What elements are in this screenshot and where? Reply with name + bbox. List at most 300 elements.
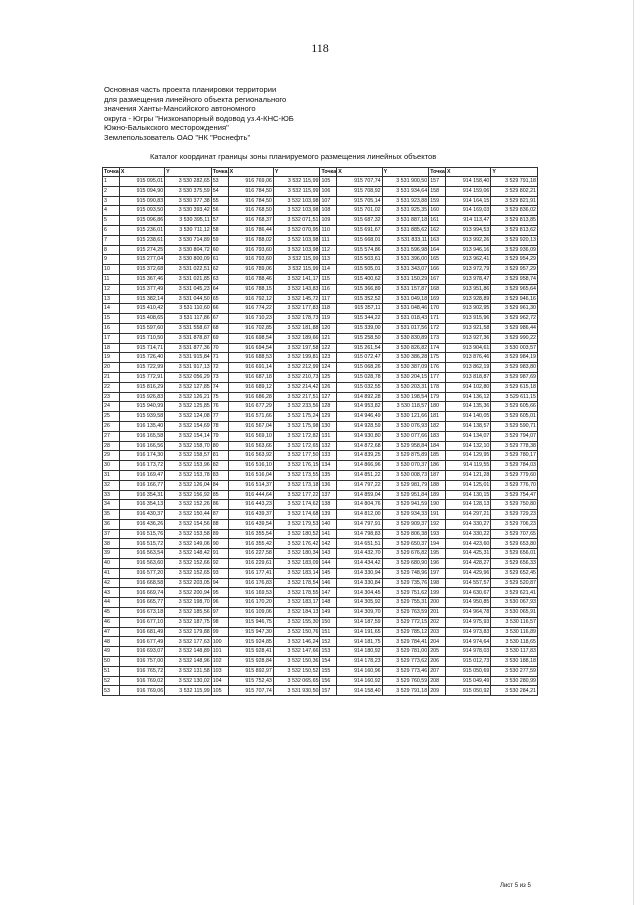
x-coordinate-cell: 916 784,50 [228, 186, 273, 196]
x-coordinate-cell: 916 443,23 [228, 500, 273, 510]
point-number-cell: 200 [429, 598, 446, 608]
column-header: Y [273, 168, 320, 177]
y-coordinate-cell: 3 529 791,18 [491, 177, 538, 187]
point-number-cell: 189 [429, 490, 446, 500]
y-coordinate-cell: 3 529 772,15 [382, 617, 429, 627]
y-coordinate-cell: 3 532 149,06 [165, 539, 212, 549]
y-coordinate-cell: 3 532 071,51 [273, 216, 320, 226]
x-coordinate-cell: 914 330,27 [446, 519, 491, 529]
x-coordinate-cell: 915 710,50 [119, 333, 164, 343]
point-number-cell: 1 [103, 177, 120, 187]
y-coordinate-cell: 3 532 147,66 [273, 647, 320, 657]
x-coordinate-cell: 914 892,28 [337, 392, 382, 402]
y-coordinate-cell: 3 531 878,87 [165, 333, 212, 343]
y-coordinate-cell: 3 531 110,60 [165, 304, 212, 314]
x-coordinate-cell: 915 668,01 [337, 235, 382, 245]
point-number-cell: 79 [211, 431, 228, 441]
x-coordinate-cell: 916 355,42 [228, 539, 273, 549]
y-coordinate-cell: 3 530 065,91 [491, 608, 538, 618]
x-coordinate-cell: 916 165,58 [119, 431, 164, 441]
point-number-cell: 140 [320, 519, 337, 529]
x-coordinate-cell: 916 176,83 [228, 578, 273, 588]
point-number-cell: 91 [211, 549, 228, 559]
y-coordinate-cell: 3 531 558,67 [165, 323, 212, 333]
point-number-cell: 207 [429, 666, 446, 676]
point-number-cell: 7 [103, 235, 120, 245]
y-coordinate-cell: 3 532 173,18 [273, 480, 320, 490]
x-coordinate-cell: 915 352,52 [337, 294, 382, 304]
y-coordinate-cell: 3 529 934,33 [382, 510, 429, 520]
y-coordinate-cell: 3 529 983,80 [491, 363, 538, 373]
y-coordinate-cell: 3 529 962,72 [491, 314, 538, 324]
y-coordinate-cell: 3 529 656,01 [491, 549, 538, 559]
y-coordinate-cell: 3 530 804,72 [165, 245, 212, 255]
x-coordinate-cell: 915 096,86 [119, 216, 164, 226]
x-coordinate-cell: 916 769,06 [228, 177, 273, 187]
x-coordinate-cell: 915 752,43 [228, 676, 273, 686]
x-coordinate-cell: 915 687,32 [337, 216, 382, 226]
x-coordinate-cell: 915 772,91 [119, 372, 164, 382]
table-row [103, 519, 538, 529]
y-coordinate-cell: 3 530 118,65 [491, 637, 538, 647]
x-coordinate-cell: 916 516,04 [228, 470, 273, 480]
point-number-cell: 8 [103, 245, 120, 255]
point-number-cell: 158 [429, 186, 446, 196]
x-coordinate-cell: 914 187,59 [337, 617, 382, 627]
x-coordinate-cell: 916 788,46 [228, 274, 273, 284]
x-coordinate-cell: 915 928,41 [228, 647, 273, 657]
x-coordinate-cell: 914 164,15 [446, 196, 491, 206]
x-coordinate-cell: 916 355,54 [228, 529, 273, 539]
y-coordinate-cell: 3 532 145,72 [273, 294, 320, 304]
y-coordinate-cell: 3 532 184,13 [273, 608, 320, 618]
table-row [103, 559, 538, 569]
y-coordinate-cell: 3 532 152,26 [165, 500, 212, 510]
point-number-cell: 202 [429, 617, 446, 627]
x-coordinate-cell: 914 797,22 [337, 480, 382, 490]
y-coordinate-cell: 3 529 652,45 [491, 568, 538, 578]
x-coordinate-cell: 915 503,61 [337, 255, 382, 265]
point-number-cell: 181 [429, 412, 446, 422]
x-coordinate-cell: 916 354,13 [119, 500, 164, 510]
y-coordinate-cell: 3 532 200,94 [165, 588, 212, 598]
x-coordinate-cell: 916 677,10 [119, 617, 164, 627]
table-row [103, 637, 538, 647]
y-coordinate-cell: 3 529 813,85 [491, 216, 538, 226]
x-coordinate-cell: 916 166,77 [119, 480, 164, 490]
point-number-cell: 50 [103, 657, 120, 667]
table-row [103, 480, 538, 490]
table-row [103, 470, 538, 480]
x-coordinate-cell: 914 946,49 [337, 412, 382, 422]
y-coordinate-cell: 3 529 656,33 [491, 559, 538, 569]
x-coordinate-cell: 913 915,96 [446, 314, 491, 324]
x-coordinate-cell: 916 769,06 [119, 686, 164, 696]
y-coordinate-cell: 3 529 791,18 [382, 686, 429, 696]
y-coordinate-cell: 3 529 958,74 [491, 274, 538, 284]
table-row [103, 196, 538, 206]
point-number-cell: 71 [211, 353, 228, 363]
y-coordinate-cell: 3 529 779,60 [491, 470, 538, 480]
x-coordinate-cell: 913 962,41 [446, 255, 491, 265]
point-number-cell: 149 [320, 608, 337, 618]
x-coordinate-cell: 915 726,40 [119, 353, 164, 363]
point-number-cell: 54 [211, 186, 228, 196]
x-coordinate-cell: 913 978,47 [446, 274, 491, 284]
x-coordinate-cell: 915 926,83 [119, 392, 164, 402]
x-coordinate-cell: 916 515,72 [119, 539, 164, 549]
y-coordinate-cell: 3 532 214,42 [273, 382, 320, 392]
point-number-cell: 41 [103, 568, 120, 578]
y-coordinate-cell: 3 530 203,31 [382, 382, 429, 392]
y-coordinate-cell: 3 530 121,66 [382, 412, 429, 422]
x-coordinate-cell: 914 928,59 [337, 421, 382, 431]
point-number-cell: 191 [429, 510, 446, 520]
x-coordinate-cell: 915 068,26 [337, 363, 382, 373]
x-coordinate-cell: 914 158,40 [446, 177, 491, 187]
point-number-cell: 128 [320, 402, 337, 412]
point-number-cell: 155 [320, 666, 337, 676]
point-number-cell: 170 [429, 304, 446, 314]
y-coordinate-cell: 3 532 124,08 [165, 412, 212, 422]
x-coordinate-cell: 915 707,74 [337, 177, 382, 187]
x-coordinate-cell: 914 135,36 [446, 402, 491, 412]
x-coordinate-cell: 916 689,12 [228, 382, 273, 392]
x-coordinate-cell: 913 862,19 [446, 363, 491, 373]
y-coordinate-cell: 3 532 175,98 [273, 421, 320, 431]
x-coordinate-cell: 914 330,84 [337, 578, 382, 588]
x-coordinate-cell: 915 012,73 [446, 657, 491, 667]
y-coordinate-cell: 3 532 148,96 [165, 657, 212, 667]
point-number-cell: 153 [320, 647, 337, 657]
table-row [103, 372, 538, 382]
x-coordinate-cell: 914 305,92 [337, 598, 382, 608]
y-coordinate-cell: 3 532 070,95 [273, 225, 320, 235]
x-coordinate-cell: 914 425,31 [446, 549, 491, 559]
point-number-cell: 121 [320, 333, 337, 343]
point-number-cell: 82 [211, 461, 228, 471]
y-coordinate-cell: 3 531 930,50 [273, 686, 320, 696]
table-row [103, 421, 538, 431]
column-header: Y [382, 168, 429, 177]
point-number-cell: 130 [320, 421, 337, 431]
column-header: X [119, 168, 164, 177]
x-coordinate-cell: 914 138,57 [446, 421, 491, 431]
y-coordinate-cell: 3 529 954,29 [491, 255, 538, 265]
y-coordinate-cell: 3 532 210,73 [273, 372, 320, 382]
point-number-cell: 146 [320, 578, 337, 588]
sheet-footer: Лист 5 из 5 [500, 883, 531, 889]
point-number-cell: 58 [211, 225, 228, 235]
x-coordinate-cell: 913 927,36 [446, 333, 491, 343]
point-number-cell: 74 [211, 382, 228, 392]
y-coordinate-cell: 3 529 590,71 [491, 421, 538, 431]
x-coordinate-cell: 916 569,10 [228, 431, 273, 441]
x-coordinate-cell: 915 722,99 [119, 363, 164, 373]
y-coordinate-cell: 3 532 146,24 [273, 637, 320, 647]
point-number-cell: 73 [211, 372, 228, 382]
point-number-cell: 60 [211, 245, 228, 255]
y-coordinate-cell: 3 529 748,96 [382, 568, 429, 578]
x-coordinate-cell: 915 705,14 [337, 196, 382, 206]
point-number-cell: 93 [211, 568, 228, 578]
x-coordinate-cell: 916 665,77 [119, 598, 164, 608]
point-number-cell: 80 [211, 441, 228, 451]
point-number-cell: 87 [211, 510, 228, 520]
y-coordinate-cell: 3 532 103,98 [273, 206, 320, 216]
x-coordinate-cell: 916 169,53 [228, 588, 273, 598]
x-coordinate-cell: 915 939,58 [119, 412, 164, 422]
x-coordinate-cell: 914 159,06 [446, 186, 491, 196]
table-row [103, 304, 538, 314]
point-number-cell: 24 [103, 402, 120, 412]
table-row [103, 382, 538, 392]
y-coordinate-cell: 3 531 017,56 [382, 323, 429, 333]
point-number-cell: 67 [211, 314, 228, 324]
y-coordinate-cell: 3 532 172,65 [273, 441, 320, 451]
y-coordinate-cell: 3 530 277,59 [491, 666, 538, 676]
x-coordinate-cell: 915 258,50 [337, 333, 382, 343]
point-number-cell: 6 [103, 225, 120, 235]
point-number-cell: 204 [429, 637, 446, 647]
y-coordinate-cell: 3 532 126,04 [165, 480, 212, 490]
table-row [103, 676, 538, 686]
y-coordinate-cell: 3 532 148,89 [165, 647, 212, 657]
x-coordinate-cell: 914 953,82 [337, 402, 382, 412]
table-row [103, 412, 538, 422]
table-row [103, 333, 538, 343]
x-coordinate-cell: 915 947,30 [228, 627, 273, 637]
x-coordinate-cell: 916 757,00 [119, 657, 164, 667]
x-coordinate-cell: 914 102,80 [446, 382, 491, 392]
x-coordinate-cell: 915 408,65 [119, 314, 164, 324]
x-coordinate-cell: 914 950,85 [446, 598, 491, 608]
y-coordinate-cell: 3 531 900,50 [382, 177, 429, 187]
point-number-cell: 198 [429, 578, 446, 588]
point-number-cell: 103 [211, 666, 228, 676]
coordinates-table [102, 167, 538, 696]
point-number-cell: 15 [103, 314, 120, 324]
x-coordinate-cell: 914 973,83 [446, 627, 491, 637]
y-coordinate-cell: 3 531 022,51 [165, 265, 212, 275]
point-number-cell: 28 [103, 441, 120, 451]
table-row [103, 539, 538, 549]
x-coordinate-cell: 914 309,70 [337, 608, 382, 618]
point-number-cell: 16 [103, 323, 120, 333]
point-number-cell: 105 [320, 177, 337, 187]
x-coordinate-cell: 914 125,01 [446, 480, 491, 490]
y-coordinate-cell: 3 532 115,99 [273, 177, 320, 187]
y-coordinate-cell: 3 529 784,41 [382, 637, 429, 647]
point-number-cell: 163 [429, 235, 446, 245]
point-number-cell: 17 [103, 333, 120, 343]
point-number-cell: 186 [429, 461, 446, 471]
x-coordinate-cell: 916 439,37 [228, 510, 273, 520]
x-coordinate-cell: 915 924,85 [228, 637, 273, 647]
coordinates-table-container [102, 167, 538, 696]
y-coordinate-cell: 3 531 157,87 [382, 284, 429, 294]
x-coordinate-cell: 916 698,54 [228, 333, 273, 343]
point-number-cell: 112 [320, 245, 337, 255]
y-coordinate-cell: 3 532 150,52 [273, 666, 320, 676]
table-row [103, 284, 538, 294]
x-coordinate-cell: 916 673,18 [119, 608, 164, 618]
x-coordinate-cell: 916 687,18 [228, 372, 273, 382]
x-coordinate-cell: 915 708,92 [337, 186, 382, 196]
y-coordinate-cell: 3 532 178,73 [273, 314, 320, 324]
x-coordinate-cell: 915 032,55 [337, 382, 382, 392]
y-coordinate-cell: 3 531 885,62 [382, 225, 429, 235]
point-number-cell: 78 [211, 421, 228, 431]
point-number-cell: 3 [103, 196, 120, 206]
y-coordinate-cell: 3 532 154,56 [165, 519, 212, 529]
y-coordinate-cell: 3 532 141,17 [273, 274, 320, 284]
y-coordinate-cell: 3 529 813,62 [491, 225, 538, 235]
y-coordinate-cell: 3 529 984,19 [491, 353, 538, 363]
x-coordinate-cell: 916 686,28 [228, 392, 273, 402]
x-coordinate-cell: 916 691,14 [228, 363, 273, 373]
point-number-cell: 137 [320, 490, 337, 500]
point-number-cell: 97 [211, 608, 228, 618]
point-number-cell: 164 [429, 245, 446, 255]
point-number-cell: 127 [320, 392, 337, 402]
x-coordinate-cell: 914 113,47 [446, 216, 491, 226]
x-coordinate-cell: 916 677,29 [228, 402, 273, 412]
point-number-cell: 33 [103, 490, 120, 500]
x-coordinate-cell: 915 090,83 [119, 196, 164, 206]
x-coordinate-cell: 915 946,75 [228, 617, 273, 627]
point-number-cell: 135 [320, 470, 337, 480]
table-row [103, 392, 538, 402]
x-coordinate-cell: 914 160,96 [337, 666, 382, 676]
point-number-cell: 199 [429, 588, 446, 598]
table-row [103, 627, 538, 637]
table-row [103, 225, 538, 235]
point-number-cell: 98 [211, 617, 228, 627]
table-row [103, 186, 538, 196]
table-row [103, 245, 538, 255]
y-coordinate-cell: 3 529 875,89 [382, 451, 429, 461]
point-number-cell: 106 [320, 186, 337, 196]
point-number-cell: 72 [211, 363, 228, 373]
y-coordinate-cell: 3 529 965,64 [491, 284, 538, 294]
point-number-cell: 194 [429, 539, 446, 549]
point-number-cell: 47 [103, 627, 120, 637]
x-coordinate-cell: 913 992,26 [446, 235, 491, 245]
y-coordinate-cell: 3 529 802,21 [491, 186, 538, 196]
x-coordinate-cell: 913 904,61 [446, 343, 491, 353]
point-number-cell: 51 [103, 666, 120, 676]
y-coordinate-cell: 3 529 650,37 [382, 539, 429, 549]
y-coordinate-cell: 3 529 763,59 [382, 608, 429, 618]
table-row [103, 647, 538, 657]
y-coordinate-cell: 3 529 909,37 [382, 519, 429, 529]
y-coordinate-cell: 3 529 605,66 [491, 402, 538, 412]
point-number-cell: 44 [103, 598, 120, 608]
table-row [103, 608, 538, 618]
x-coordinate-cell: 914 557,57 [446, 578, 491, 588]
point-number-cell: 4 [103, 206, 120, 216]
y-coordinate-cell: 3 532 183,09 [273, 559, 320, 569]
x-coordinate-cell: 916 571,66 [228, 412, 273, 422]
point-number-cell: 177 [429, 372, 446, 382]
y-coordinate-cell: 3 530 830,89 [382, 333, 429, 343]
point-number-cell: 43 [103, 588, 120, 598]
point-number-cell: 147 [320, 588, 337, 598]
x-coordinate-cell: 916 173,72 [119, 461, 164, 471]
table-row [103, 441, 538, 451]
x-coordinate-cell: 916 170,20 [228, 598, 273, 608]
point-number-cell: 83 [211, 470, 228, 480]
x-coordinate-cell: 914 180,92 [337, 647, 382, 657]
point-number-cell: 150 [320, 617, 337, 627]
point-number-cell: 104 [211, 676, 228, 686]
table-row [103, 363, 538, 373]
point-number-cell: 101 [211, 647, 228, 657]
y-coordinate-cell: 3 529 680,90 [382, 559, 429, 569]
point-number-cell: 27 [103, 431, 120, 441]
table-row [103, 578, 538, 588]
x-coordinate-cell: 914 428,27 [446, 559, 491, 569]
table-row [103, 206, 538, 216]
x-coordinate-cell: 915 377,49 [119, 284, 164, 294]
column-header: Y [491, 168, 538, 177]
y-coordinate-cell: 3 532 103,98 [273, 245, 320, 255]
y-coordinate-cell: 3 529 773,62 [382, 657, 429, 667]
x-coordinate-cell: 913 902,95 [446, 304, 491, 314]
point-number-cell: 42 [103, 578, 120, 588]
point-number-cell: 31 [103, 470, 120, 480]
point-number-cell: 182 [429, 421, 446, 431]
point-number-cell: 176 [429, 363, 446, 373]
y-coordinate-cell: 3 532 177,83 [273, 304, 320, 314]
point-number-cell: 115 [320, 274, 337, 284]
x-coordinate-cell: 913 946,16 [446, 245, 491, 255]
x-coordinate-cell: 916 229,61 [228, 559, 273, 569]
point-number-cell: 108 [320, 206, 337, 216]
x-coordinate-cell: 914 128,13 [446, 500, 491, 510]
header-line: Южно-Балыкского месторождения" [104, 123, 229, 133]
x-coordinate-cell: 916 174,30 [119, 451, 164, 461]
x-coordinate-cell: 914 974,64 [446, 637, 491, 647]
y-coordinate-cell: 3 532 175,24 [273, 412, 320, 422]
x-coordinate-cell: 916 702,85 [228, 323, 273, 333]
header-line: для размещения линейного объекта регионального [104, 94, 287, 104]
y-coordinate-cell: 3 532 181,88 [273, 323, 320, 333]
point-number-cell: 125 [320, 372, 337, 382]
y-coordinate-cell: 3 532 217,51 [273, 392, 320, 402]
y-coordinate-cell: 3 532 178,55 [273, 588, 320, 598]
x-coordinate-cell: 914 121,28 [446, 470, 491, 480]
y-coordinate-cell: 3 532 183,14 [273, 568, 320, 578]
x-coordinate-cell: 914 160,92 [337, 676, 382, 686]
y-coordinate-cell: 3 530 826,82 [382, 343, 429, 353]
point-number-cell: 95 [211, 588, 228, 598]
x-coordinate-cell: 914 134,07 [446, 431, 491, 441]
y-coordinate-cell: 3 532 153,58 [165, 529, 212, 539]
table-row [103, 323, 538, 333]
x-coordinate-cell: 914 630,67 [446, 588, 491, 598]
x-coordinate-cell: 915 382,14 [119, 294, 164, 304]
x-coordinate-cell: 916 793,60 [228, 245, 273, 255]
point-number-cell: 26 [103, 421, 120, 431]
y-coordinate-cell: 3 531 021,85 [165, 274, 212, 284]
point-number-cell: 134 [320, 461, 337, 471]
y-coordinate-cell: 3 532 203,05 [165, 578, 212, 588]
x-coordinate-cell: 916 166,56 [119, 441, 164, 451]
x-coordinate-cell: 913 972,79 [446, 265, 491, 275]
y-coordinate-cell: 3 530 395,11 [165, 216, 212, 226]
